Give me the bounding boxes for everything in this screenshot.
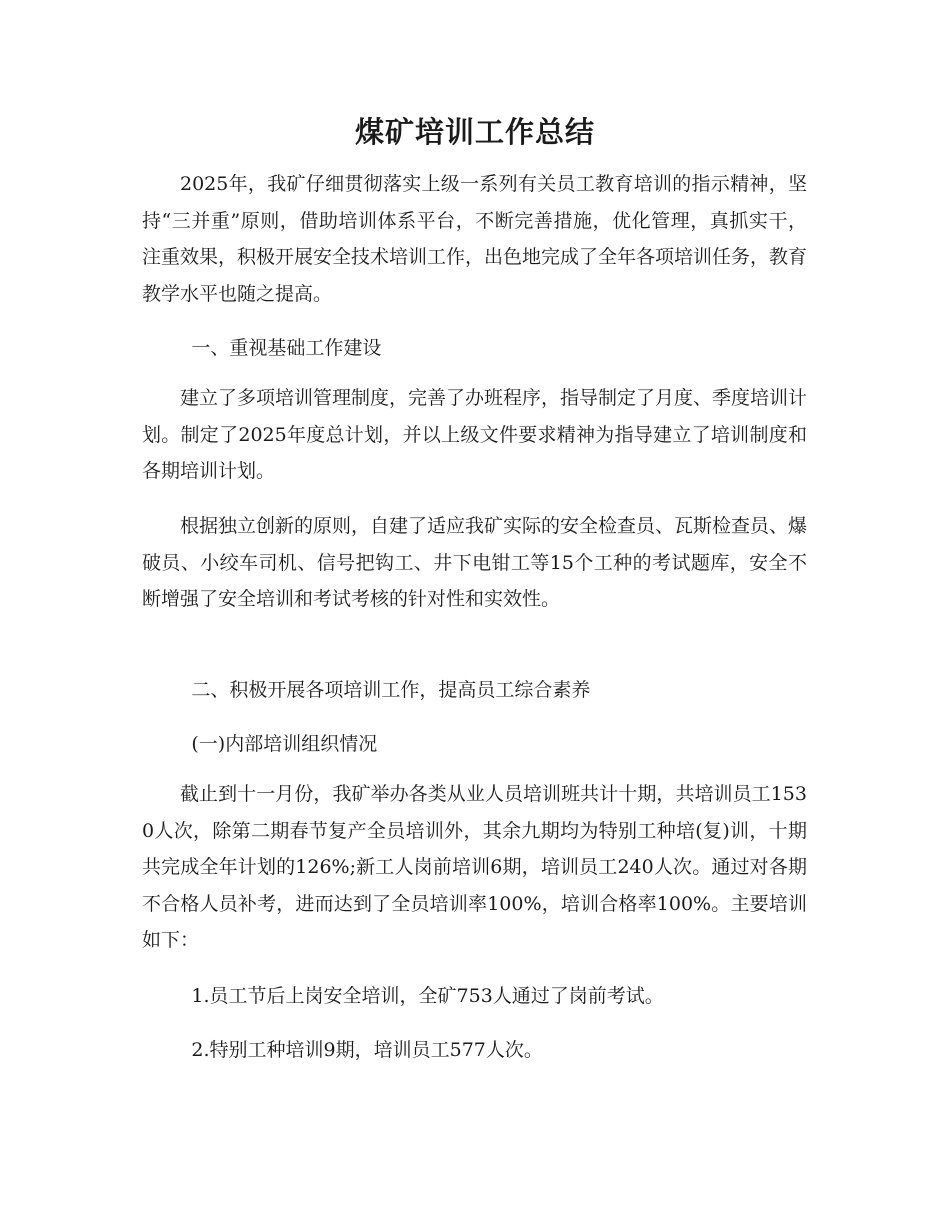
section-2-heading: 二、积极开展各项培训工作，提高员工综合素养 bbox=[191, 679, 591, 701]
list-item-2: 2.特别工种培训9期，培训员工577人次。 bbox=[191, 1039, 543, 1061]
section-1-paragraph-1: 建立了多项培训管理制度，完善了办班程序，指导制定了月度、季度培训计划。制定了2025年度总计划，并以上级文件要求精神为指导建立了培训制度和各期培训计划。 bbox=[142, 387, 808, 482]
document-title: 煤矿培训工作总结 bbox=[354, 115, 595, 149]
list-item-1: 1.员工节后上岗安全培训，全矿753人通过了岗前考试。 bbox=[191, 985, 664, 1007]
section-1-heading: 一、重视基础工作建设 bbox=[191, 337, 382, 359]
subsection-1-heading: (一)内部培训组织情况 bbox=[191, 733, 378, 755]
section-1-paragraph-2: 根据独立创新的原则，自建了适应我矿实际的安全检查员、瓦斯检查员、爆破员、小绞车司机、信号把钩工、井下电钳工等15个工种的考试题库，安全不断增强了安全培训和考试考核的针对性和实效性。 bbox=[142, 515, 808, 610]
subsection-1-paragraph: 截止到十一月份，我矿举办各类从业人员培训班共计十期，共培训员工1530人次，除第二期春节复产全员培训外，其余九期均为特别工种培(复)训，十期共完成全年计划的126%;新工人岗前培训6期，培训员工240人次。通过对各期不合格人员补考，进而达到了全员培训率100%，培训合格率100%。主要培训如下： bbox=[142, 783, 807, 951]
intro-paragraph: 2025年，我矿仔细贯彻落实上级一系列有关员工教育培训的指示精神，坚持“三并重”原则，借助培训体系平台，不断完善措施，优化管理，真抓实干，注重效果，积极开展安全技术培训工作，出色地完成了全年各项培训任务，教育教学水平也随之提高。 bbox=[142, 173, 808, 305]
